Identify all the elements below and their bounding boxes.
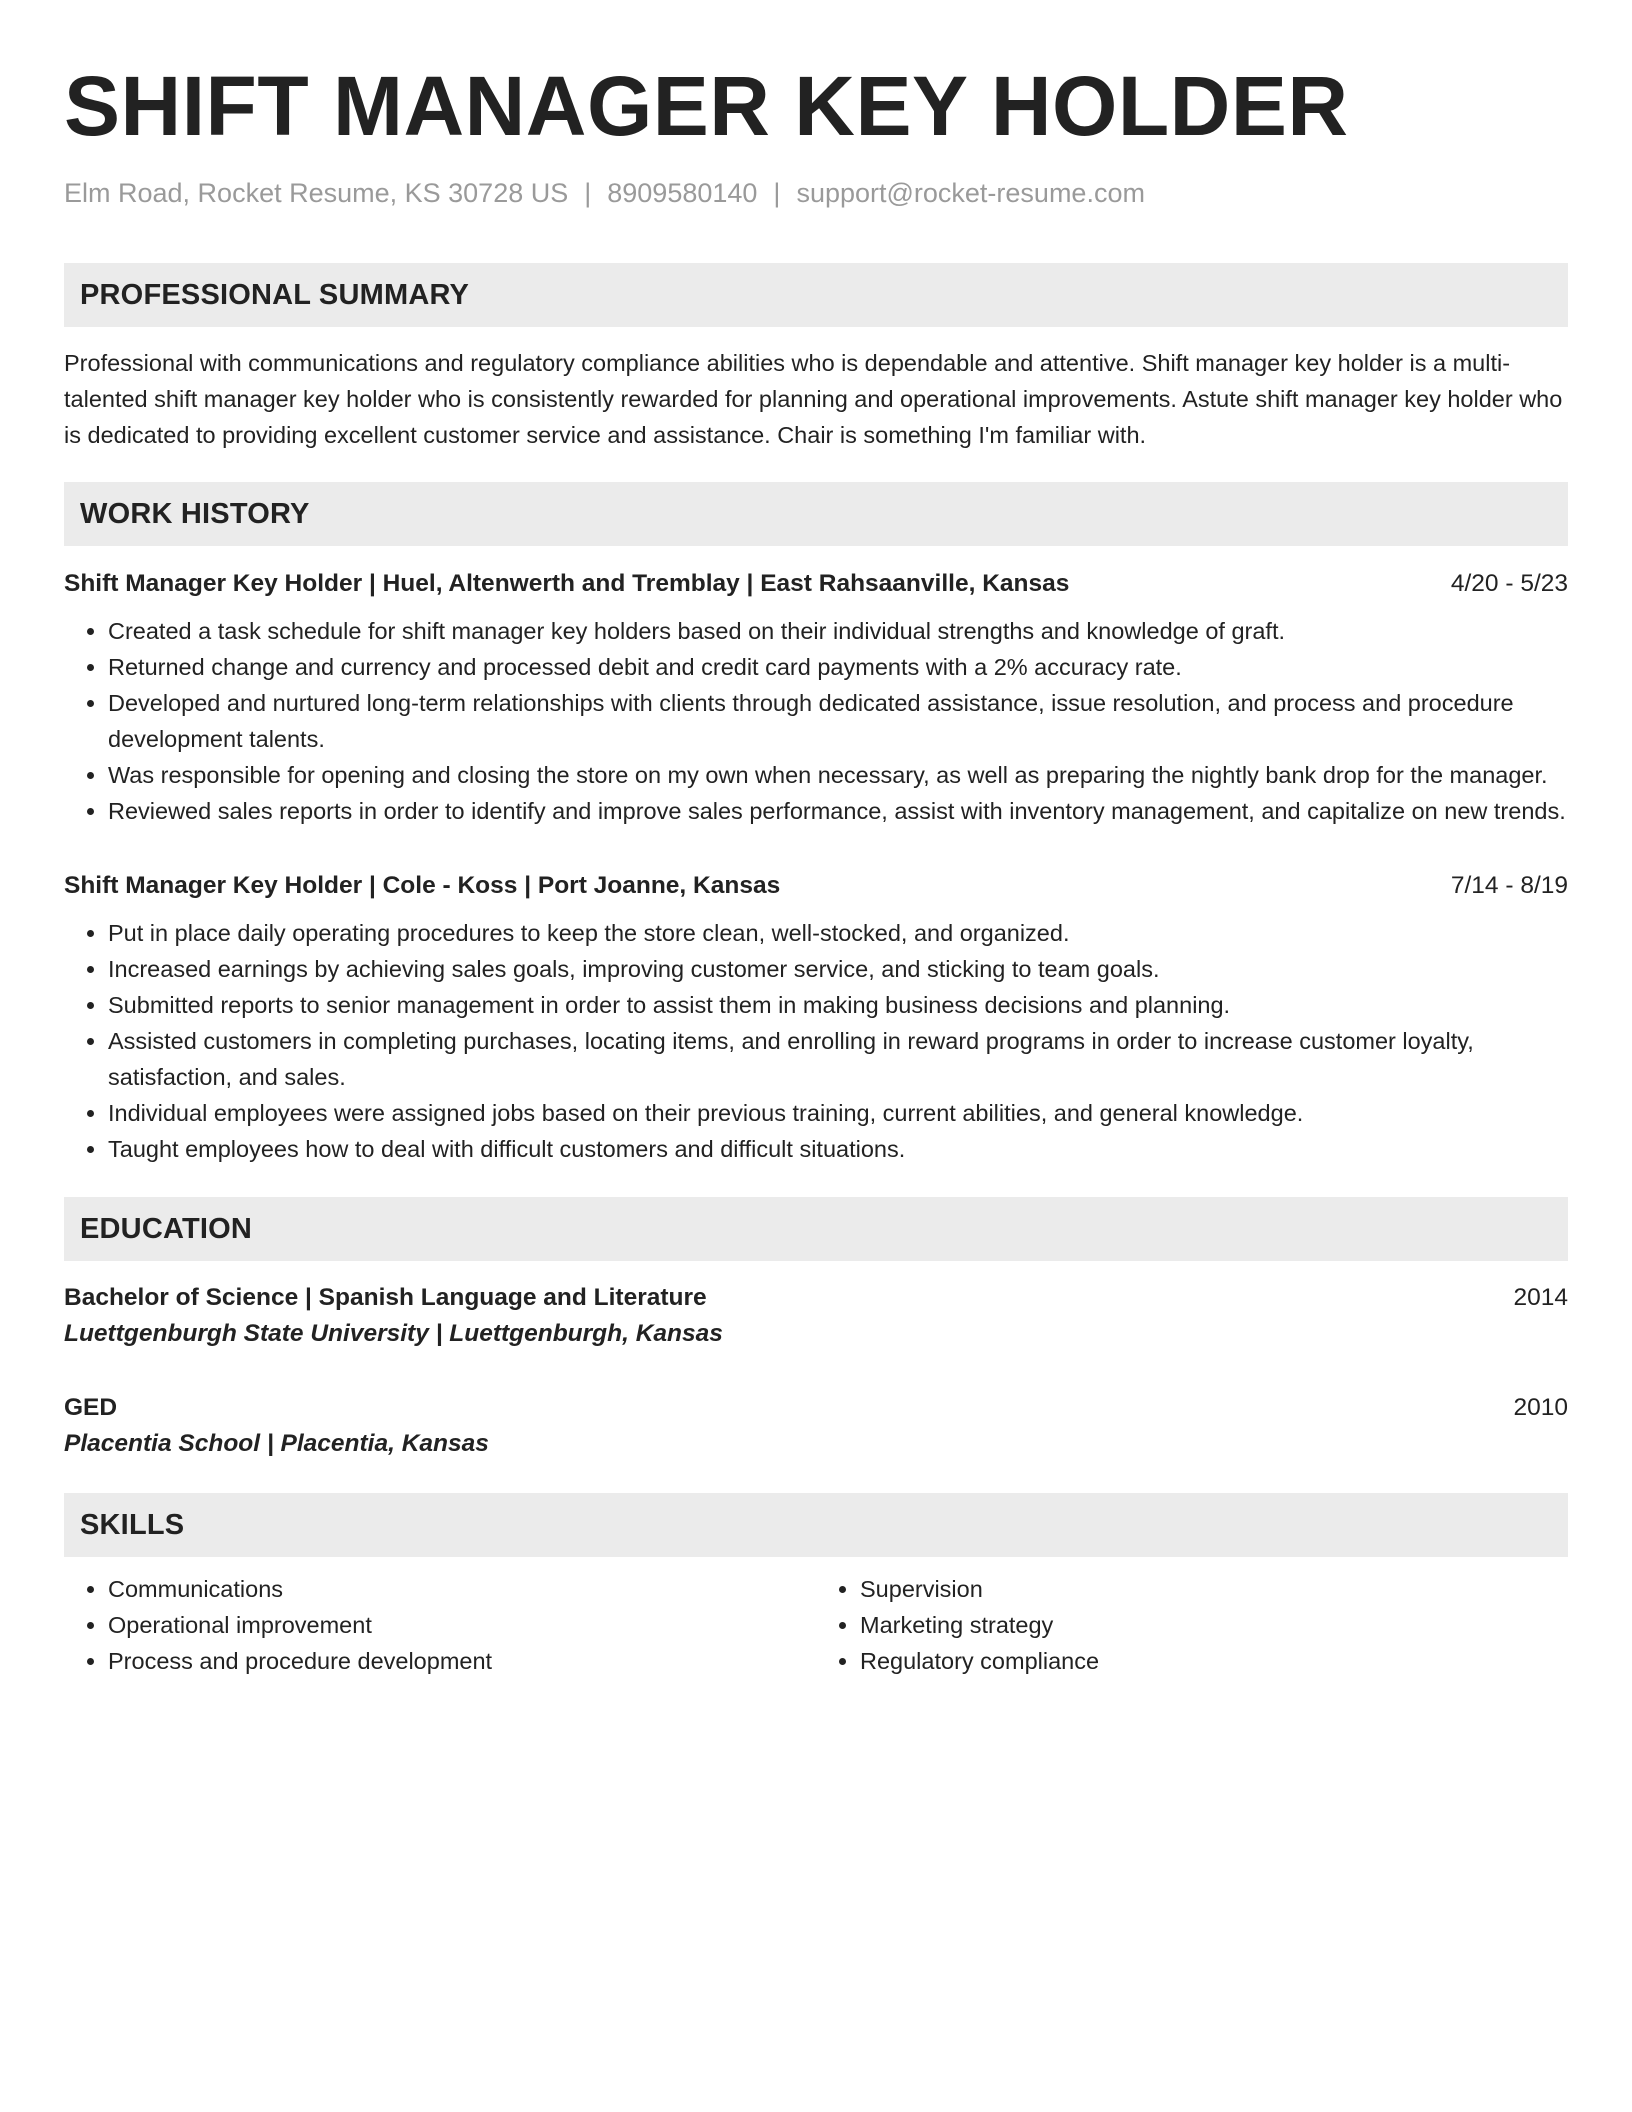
job-header <box>64 567 1568 601</box>
job-bullet: • Put in place daily operating procedures to keep the store clean, well-stocked, and organized. <box>108 915 1568 951</box>
education-degree: GED <box>64 1394 118 1421</box>
contact-address: Elm Road, Rocket Resume, KS 30728 US <box>64 178 569 208</box>
skill-item: • Regulatory compliance <box>860 1643 1568 1679</box>
job-bullet: • Reviewed sales reports in order to identify and improve sales performance, assist with inventory management, and capitalize on new trends. <box>108 793 1568 829</box>
education-degree: Bachelor of Science | Spanish Language and Literature <box>64 1284 707 1311</box>
education-school: Luettgenburgh State University | Luettgenburgh, Kansas <box>64 1320 723 1347</box>
job-dates: 7/14 - 8/19 <box>1450 872 1568 899</box>
job-bullet: • Was responsible for opening and closing the store on my own when necessary, as well as preparing the nightly bank drop for the manager. <box>108 757 1568 793</box>
job-bullets <box>64 915 1568 1167</box>
work-history-heading: WORK HISTORY <box>64 482 1568 546</box>
job-bullets <box>64 613 1568 829</box>
skill-item: • Communications <box>108 1571 816 1607</box>
job-title: Shift Manager Key Holder | Cole - Koss | Port Joanne, Kansas <box>64 872 781 899</box>
candidate-name: SHIFT MANAGER KEY HOLDER <box>64 59 1349 153</box>
job-header <box>64 869 1568 903</box>
job-entry <box>64 567 1568 829</box>
contact-line <box>64 176 1568 210</box>
job-bullet: • Assisted customers in completing purchases, locating items, and enrolling in reward programs in order to increase customer loyalty, satisfaction, and sales. <box>108 1023 1568 1095</box>
job-title: Shift Manager Key Holder | Huel, Altenwerth and Tremblay | East Rahsaanville, Kansas <box>64 570 1070 597</box>
contact-separator: | <box>773 178 781 208</box>
job-bullet: • Individual employees were assigned jobs based on their previous training, current abilities, and general knowledge. <box>108 1095 1568 1131</box>
education-header <box>64 1391 1568 1425</box>
job-bullet: • Submitted reports to senior management in order to assist them in making business decisions and planning. <box>108 987 1568 1023</box>
job-bullet: • Developed and nurtured long-term relationships with clients through dedicated assistance, issue resolution, and process and procedure development talents. <box>108 685 1568 757</box>
contact-separator: | <box>584 178 592 208</box>
job-bullet: • Taught employees how to deal with difficult customers and difficult situations. <box>108 1131 1568 1167</box>
job-entry <box>64 869 1568 1167</box>
education-year: 2014 <box>1513 1284 1568 1311</box>
education-school: Placentia School | Placentia, Kansas <box>64 1430 489 1457</box>
summary-heading: PROFESSIONAL SUMMARY <box>64 263 1568 327</box>
education-heading: EDUCATION <box>64 1197 1568 1261</box>
job-bullet: • Created a task schedule for shift manager key holders based on their individual strengths and knowledge of graft. <box>108 613 1568 649</box>
skill-item: • Supervision <box>860 1571 1568 1607</box>
education-entry <box>64 1391 1568 1463</box>
skill-item: • Operational improvement <box>108 1607 816 1643</box>
contact-email: support@rocket-resume.com <box>796 178 1145 208</box>
job-dates: 4/20 - 5/23 <box>1450 570 1568 597</box>
skills-list <box>64 1571 1568 1679</box>
job-bullet: • Returned change and currency and processed debit and credit card payments with a 2% accuracy rate. <box>108 649 1568 685</box>
skill-item: • Marketing strategy <box>860 1607 1568 1643</box>
skills-column-right <box>816 1571 1568 1679</box>
skill-item: • Process and procedure development <box>108 1643 816 1679</box>
education-year: 2010 <box>1513 1394 1568 1421</box>
education-header <box>64 1281 1568 1315</box>
summary-text: Professional with communications and regulatory compliance abilities who is dependable and attentive. Shift manager key holder is a multi-talented shift manager key holder who is consistently rewarded for planning and operational improvements. Astute shift manager key holder who is dedicated to providing excellent customer service and assistance. Chair is something I'm familiar with. <box>64 350 1563 448</box>
education-entry <box>64 1281 1568 1353</box>
skills-column-left <box>64 1571 816 1679</box>
contact-phone: 8909580140 <box>607 178 758 208</box>
skills-heading: SKILLS <box>64 1493 1568 1557</box>
job-bullet: • Increased earnings by achieving sales goals, improving customer service, and sticking to team goals. <box>108 951 1568 987</box>
